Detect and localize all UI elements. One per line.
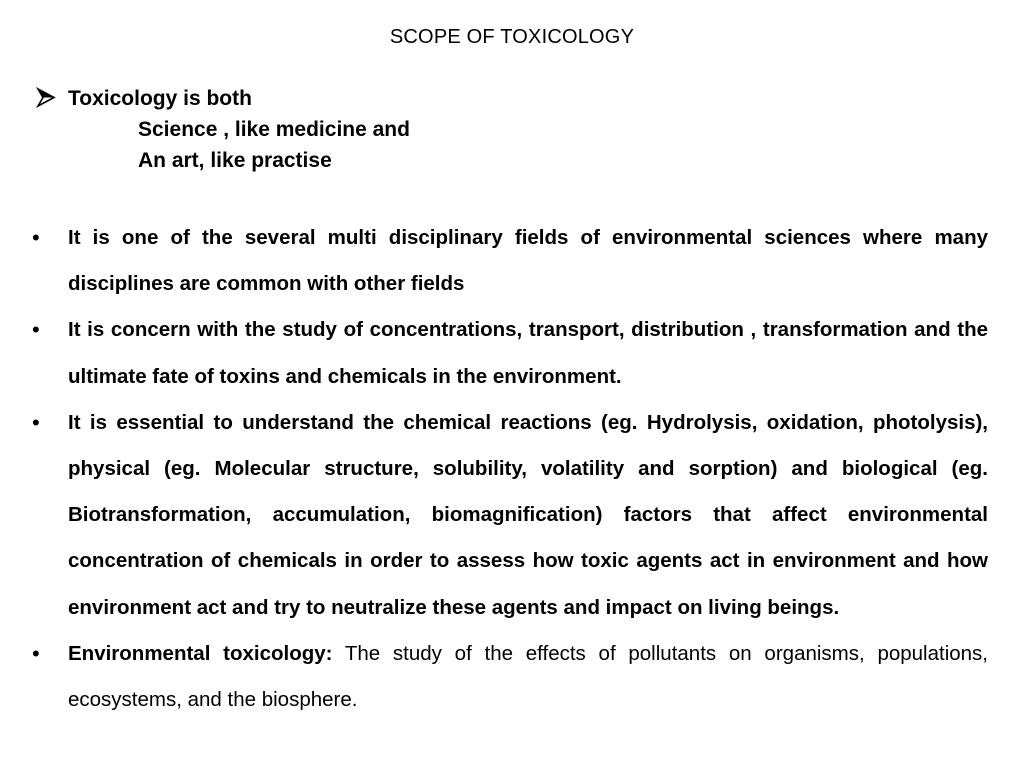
bullet-dot-icon: • bbox=[32, 640, 40, 666]
bullet-item bbox=[30, 631, 988, 723]
intro-sub-line-1: Science , like medicine and bbox=[138, 118, 410, 141]
bullet-text: It is concern with the study of concentrations, transport, distribution , transformation and the ultimate fate of toxins and chemicals in the environment. bbox=[68, 318, 988, 388]
bullet-dot-icon: • bbox=[32, 317, 40, 343]
bullet-item bbox=[30, 400, 988, 631]
definition-body: The study of the effects of pollutants on organisms, populations, ecosystems, and the biosphere. bbox=[68, 641, 989, 712]
bullet-dot-icon: • bbox=[32, 409, 40, 435]
intro-block bbox=[34, 84, 994, 176]
bullet-dot-icon: • bbox=[32, 225, 40, 250]
slide-title: SCOPE OF TOXICOLOGY bbox=[389, 26, 635, 48]
bullet-text: It is one of the several multi disciplinary fields of environmental sciences where many disciplines are common with other fields bbox=[68, 226, 988, 296]
bullet-text-definition bbox=[68, 631, 988, 723]
arrow-bullet-icon bbox=[34, 84, 68, 114]
intro-lead: Toxicology is both bbox=[68, 87, 252, 110]
intro-head bbox=[34, 84, 994, 114]
bullet-item bbox=[30, 307, 988, 399]
bullet-item bbox=[30, 215, 988, 307]
bullet-list bbox=[30, 215, 988, 723]
definition-term: Environmental toxicology: bbox=[68, 641, 333, 665]
intro-sub-line-2: An art, like practise bbox=[138, 149, 332, 172]
bullet-text: It is essential to understand the chemical reactions (eg. Hydrolysis, oxidation, photolysis), physical (eg. Molecular structure, solubility, volatility and sorption) and biological (eg. Biotransformation, accumulation, biomagnification) factors that affect environmental concentration of chemicals in order to assess how toxic agents act in environment and how environment act and try to neutralize these agents and impact on living beings. bbox=[68, 410, 988, 619]
